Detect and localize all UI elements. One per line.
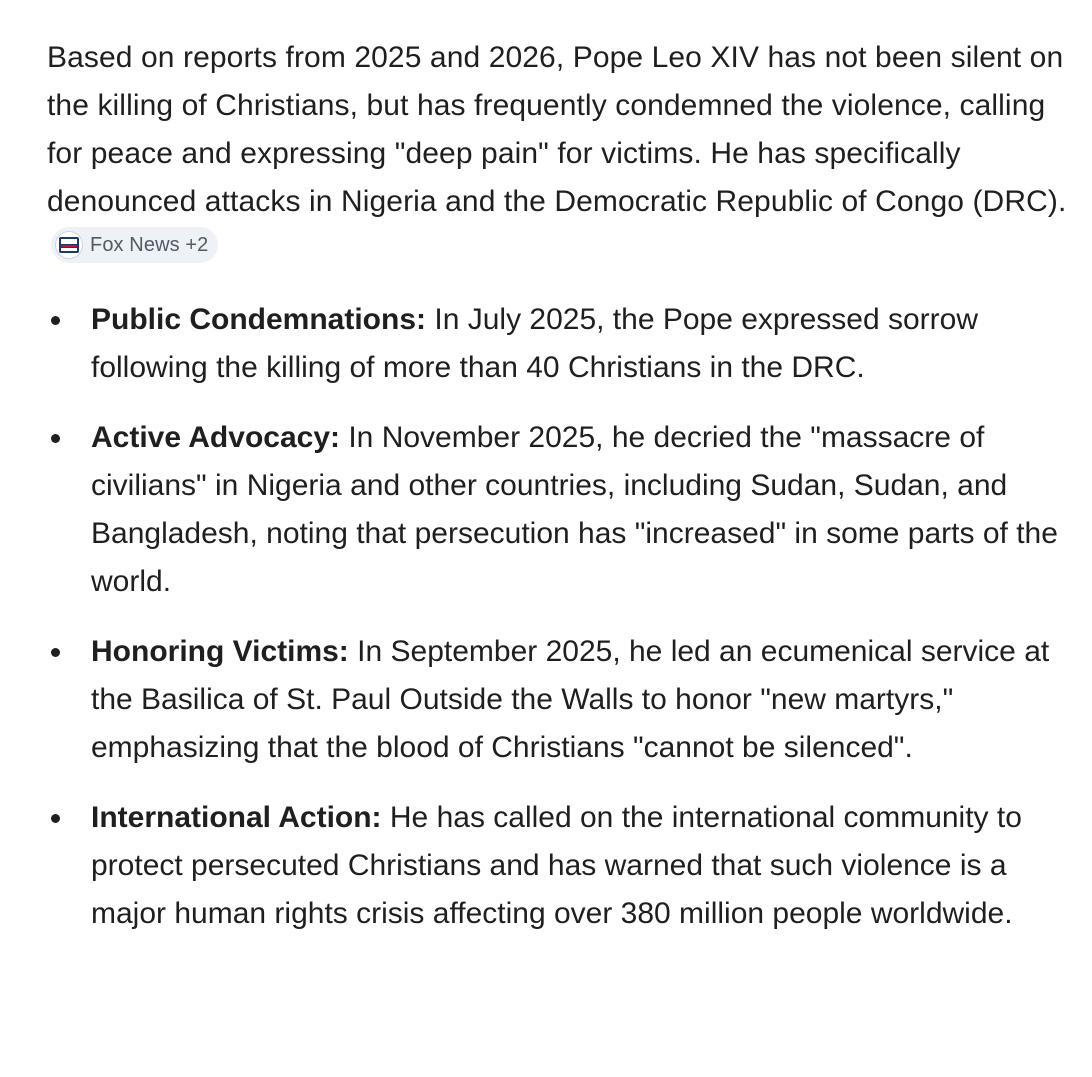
list-item: [47, 794, 1087, 938]
bullet-title: Public Condemnations:: [91, 303, 435, 336]
bullet-title: Honoring Victims:: [91, 635, 358, 668]
list-item: [47, 414, 1087, 606]
bullet-list: [47, 296, 1087, 938]
bullet-title: International Action:: [91, 801, 390, 834]
list-item: [47, 296, 1087, 392]
bullet-text: In July 2025, the Pope expressed sorrow following the killing of more than 40 Christians in the DRC.: [91, 303, 979, 384]
fox-news-logo-icon: [55, 231, 83, 259]
bullet-text: In November 2025, he decried the "massacre of civilians" in Nigeria and other countries, including Sudan, Sudan, and Bangladesh, noting that persecution has "increased" in some parts of the world.: [91, 421, 1058, 598]
list-item: [47, 628, 1087, 772]
intro-paragraph: [47, 34, 1087, 274]
response-content: [47, 34, 1087, 960]
bullet-title: Active Advocacy:: [91, 421, 349, 454]
bullet-text: In September 2025, he led an ecumenical service at the Basilica of St. Paul Outside the Walls to honor "new martyrs," emphasizing that the blood of Christians "cannot be silenced".: [91, 635, 1050, 764]
bullet-text: He has called on the international community to protect persecuted Christians and has warned that such violence is a major human rights crisis affecting over 380 million people worldwide.: [91, 801, 1022, 930]
intro-text: Based on reports from 2025 and 2026, Pope Leo XIV has not been silent on the killing of Christians, but has frequently condemned the violence, calling for peace and expressing "deep pain" for victims. He has specifically denounced attacks in Nigeria and the Democratic Republic of Congo (DRC).: [47, 41, 1067, 218]
source-chip[interactable]: [51, 227, 218, 263]
source-chip-label: Fox News +2: [90, 234, 209, 256]
